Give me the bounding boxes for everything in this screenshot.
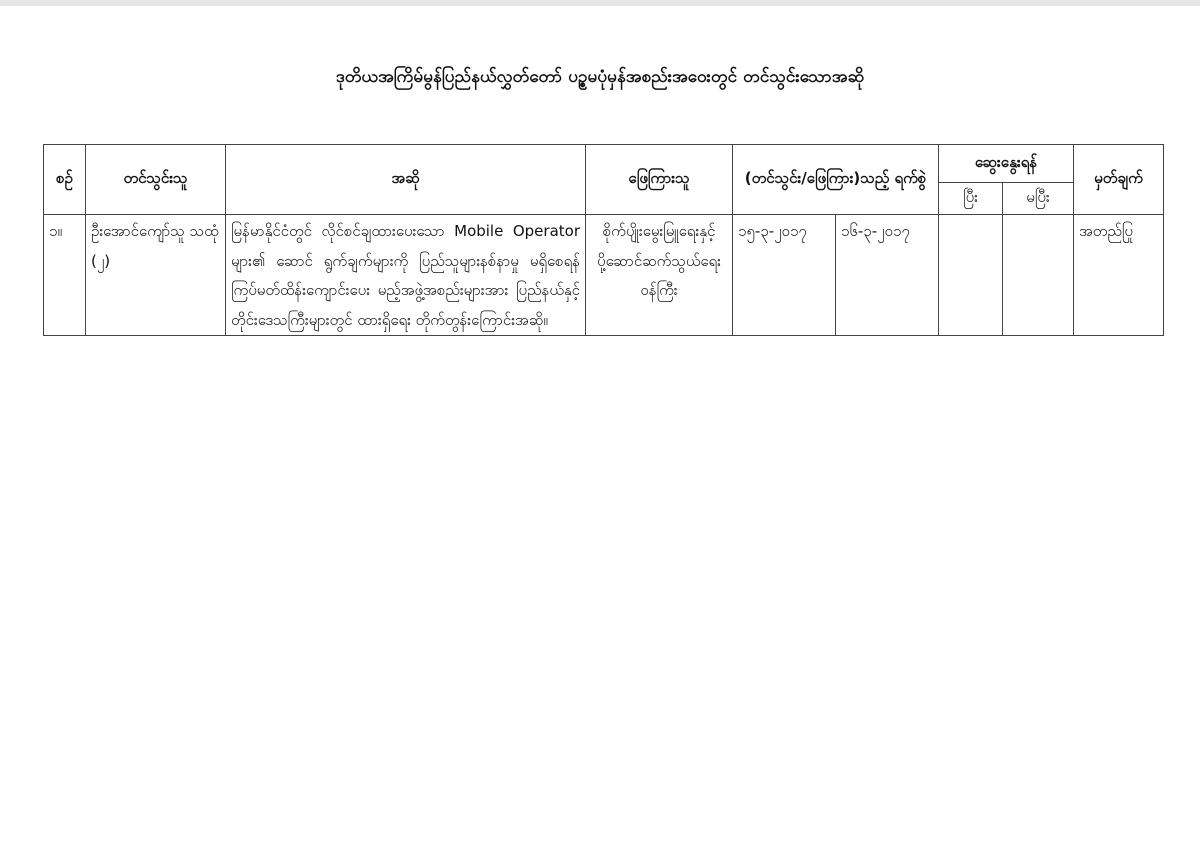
header-no: စဉ် [44,145,86,215]
header-submitter: တင်သွင်းသူ [86,145,226,215]
cell-done [939,215,1003,336]
table-row [44,215,1164,336]
motions-table [43,144,1164,336]
cell-not-done [1003,215,1074,336]
cell-answerer: စိုက်ပျိုးမွေးမြူရေးနှင့် ပို့ဆောင်ဆက်သွယ်ရေး ဝန်ကြီး [586,215,733,336]
top-edge-bar [0,0,1200,6]
header-date: (တင်သွင်း/ဖြေကြား)သည့် ရက်စွဲ [733,145,939,215]
cell-question: မြန်မာနိုင်ငံတွင် လိုင်စင်ချထားပေးသော Mobile Operator များ၏ ဆောင် ရွက်ချက်များကို ပြည်သူများနစ်နာမှု မရှိစေရန် ကြပ်မတ်ထိန်းကျောင်းပေး မည့်အဖွဲ့အစည်းများအား ပြည်နယ်နှင့် တိုင်းဒေသကြီးများတွင် ထားရှိရေး တိုက်တွန်းကြောင်းအဆို။ [226,215,586,336]
header-remarks: မှတ်ချက် [1074,145,1164,215]
cell-submitted-date: ၁၅-၃-၂၀၁၇ [733,215,836,336]
cell-remarks: အတည်ပြု [1074,215,1164,336]
cell-submitter: ဦးအောင်ကျော်သူ သထုံ (၂) [86,215,226,336]
header-answerer: ဖြေကြားသူ [586,145,733,215]
table-header-row [44,145,1164,183]
header-not-done: မပြီး [1003,183,1074,215]
cell-no: ၁။ [44,215,86,336]
header-question: အဆို [226,145,586,215]
header-discussion: ဆွေးနွေးရန် [939,145,1074,183]
header-done: ပြီး [939,183,1003,215]
cell-answered-date: ၁၆-၃-၂၀၁၇ [836,215,939,336]
document-title: ဒုတိယအကြိမ်မွန်ပြည်နယ်လွှတ်တော် ပဥ္စမပုံမှန်အစည်းအဝေးတွင် တင်သွင်းသောအဆို [335,67,865,87]
